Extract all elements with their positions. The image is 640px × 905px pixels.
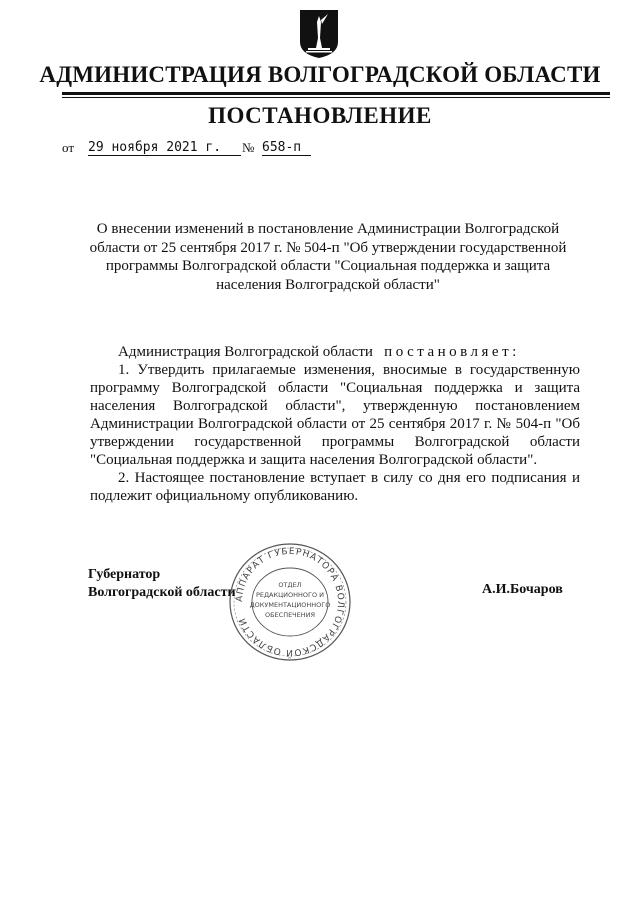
header-divider-thin: [62, 97, 610, 98]
coat-of-arms-icon: [298, 8, 340, 60]
official-seal-stamp: [225, 540, 355, 665]
document-body: [90, 343, 580, 505]
seal-inner-line3: ДОКУМЕНТАЦИОННОГО: [249, 601, 331, 609]
signatory-position-line1: Губернатор: [88, 567, 161, 582]
body-intro-verb: постановляет:: [384, 344, 520, 360]
body-item-1: 1. Утвердить прилагаемые изменения, вносимые в государственную программу Волгоградской области "Социальная поддержка и защита населения Волгоградской области", утвержденную постановлением Администрации Волгоградской области от 25 сентября 2017 г. № 504-п "Об утверждении государственной программы Волгоградской области "Социальная поддержка и защита населения Волгоградской области".: [90, 362, 580, 468]
seal-inner-line1: ОТДЕЛ: [278, 581, 302, 589]
number-label: №: [242, 140, 255, 155]
seal-outer-text: АППАРАТ ГУБЕРНАТОРА ВОЛГОГРАДСКОЙ ОБЛАСТИ: [234, 546, 346, 658]
signatory-position-line2: Волгоградской области: [88, 585, 236, 600]
body-intro: [90, 343, 580, 361]
signatory-position: [88, 566, 236, 602]
organization-title: АДМИНИСТРАЦИЯ ВОЛГОГРАДСКОЙ ОБЛАСТИ: [39, 62, 601, 87]
document-date: 29 ноября 2021 г.: [88, 140, 241, 156]
document-type-title: ПОСТАНОВЛЕНИЕ: [208, 103, 432, 128]
seal-inner-line2: РЕДАКЦИОННОГО И: [255, 591, 325, 599]
body-intro-prefix: Администрация Волгоградской области: [118, 344, 373, 360]
seal-inner-line4: ОБЕСПЕЧЕНИЯ: [264, 611, 316, 619]
date-prefix-label: от: [62, 140, 75, 155]
header-divider-thick: [62, 92, 610, 95]
document-subject: О внесении изменений в постановление Администрации Волгоградской области от 25 сентября 2017 г. № 504-п "Об утверждении государственной программы Волгоградской области "Социальная поддержка и защита населения Волгоградской области": [89, 221, 567, 293]
signatory-name: А.И.Бочаров: [482, 582, 563, 597]
body-item-2: 2. Настоящее постановление вступает в силу со дня его подписания и подлежит официальному опубликованию.: [90, 470, 580, 504]
document-number: 658-п: [262, 140, 311, 156]
